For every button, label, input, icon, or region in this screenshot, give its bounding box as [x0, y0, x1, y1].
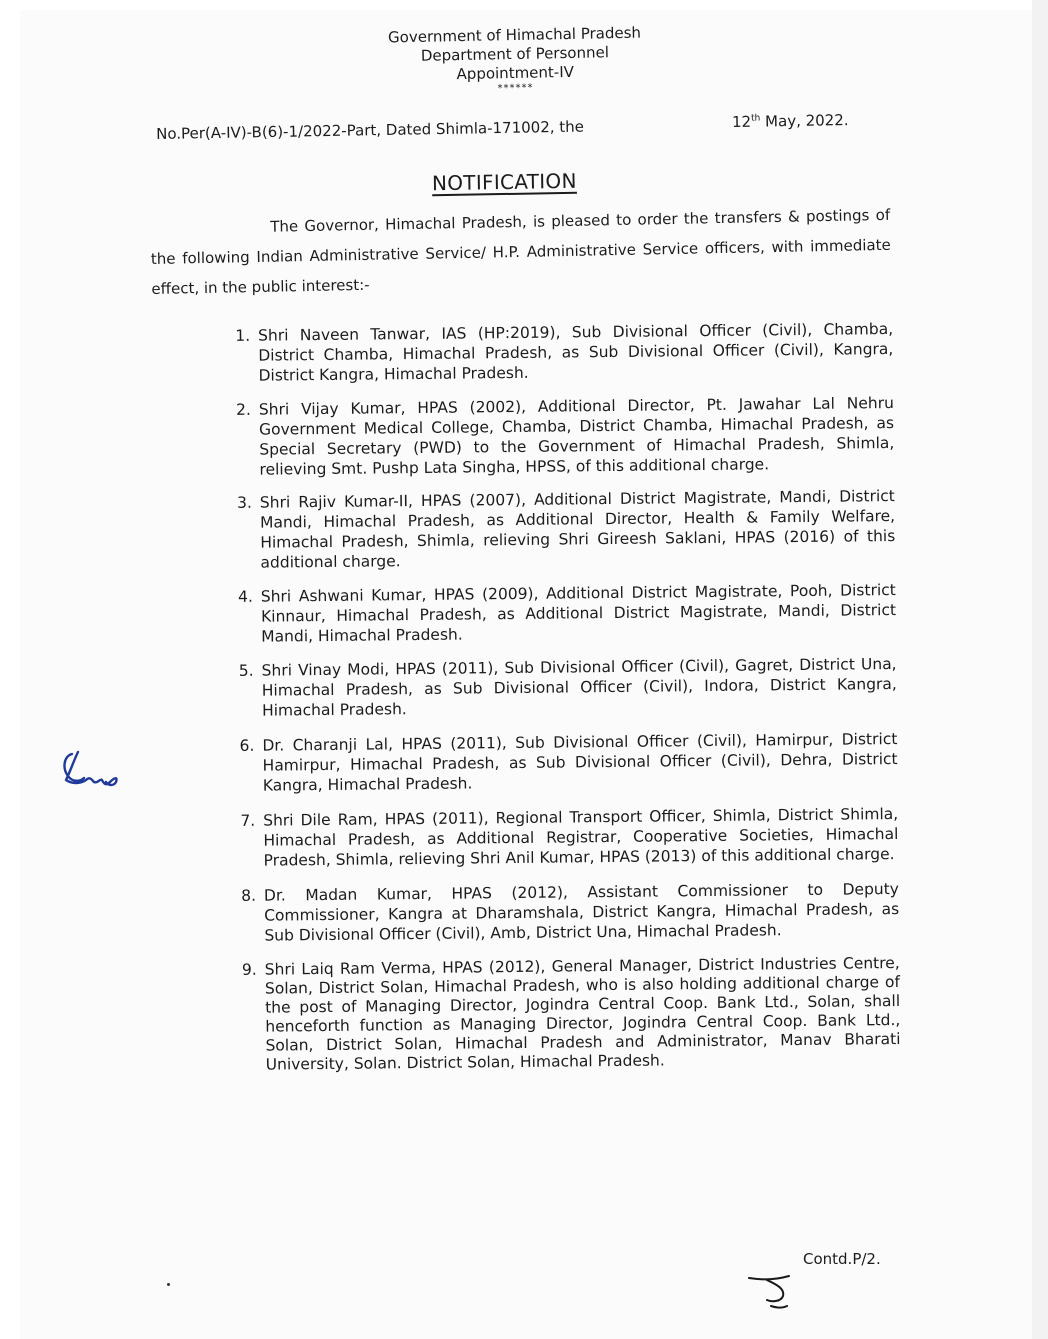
letterhead	[359, 23, 670, 97]
notification-date: 12th May, 2022.	[731, 110, 849, 132]
transfer-list	[228, 319, 901, 1075]
list-item: 2. Shri Vijay Kumar, HPAS (2002), Additional Director, Pt. Jawahar Lal Nehru Government Medical College, Chamba, District Chamba, Himachal Pradesh, as Special Secretary (PWD) to the Government of Himachal Pradesh, Shimla, relieving Smt. Pushp Lata Singha, HPSS, of this additional charge.	[235, 394, 895, 479]
continued-note: Contd.P/2.	[803, 1250, 881, 1268]
section-line: Appointment-IV	[456, 62, 575, 84]
list-item: 5. Shri Vinay Modi, HPAS (2011), Sub Divisional Officer (Civil), Gagret, District Una, Himachal Pradesh, as Sub Divisional Officer (Civil), Indora, District Kangra, Himachal Pradesh.	[238, 655, 897, 720]
signature-mark	[58, 746, 122, 798]
initials-mark	[745, 1270, 805, 1316]
list-item: 3. Shri Rajiv Kumar-II, HPAS (2007), Additional District Magistrate, Mandi, District Mandi, Himachal Pradesh, as Additional Director, Health & Family Welfare, Himachal Pradesh, Shimla, relieving Shri Gireesh Saklani, HPAS (2016) of this additional charge.	[236, 487, 896, 572]
list-item: 9. Shri Laiq Ram Verma, HPAS (2012), General Manager, District Industries Centre, Solan, District Solan, Himachal Pradesh, who is also holding additional charge of the post of Managing Director, Jogindra Central Coop. Bank Ltd., Solan, shall henceforth function as Managing Director, Jogindra Central Coop. Bank Ltd., Solan, District Solan, Himachal Pradesh and Administrator, Manav Bharati University, Solan. District Solan, Himachal Pradesh.	[241, 954, 901, 1074]
list-item: 1. Shri Naveen Tanwar, IAS (HP:2019), Sub Divisional Officer (Civil), Chamba, District Chamba, Himachal Pradesh, as Sub Divisional Officer (Civil), Kangra, District Kangra, Himachal Pradesh.	[235, 320, 894, 385]
reference-number: No.Per(A-IV)-B(6)-1/2022-Part, Dated Shimla-171002, the	[156, 117, 585, 143]
list-item: 6. Dr. Charanji Lal, HPAS (2011), Sub Divisional Officer (Civil), Hamirpur, District Hamirpur, Himachal Pradesh, as Sub Divisional Officer (Civil), Dehra, District Kangra, Himachal Pradesh.	[239, 730, 898, 795]
department-line: Department of Personnel	[420, 43, 610, 65]
stray-mark	[167, 1283, 170, 1286]
government-line: Government of Himachal Pradesh	[387, 23, 642, 47]
list-item: 4. Shri Ashwani Kumar, HPAS (2009), Additional District Magistrate, Pooh, District Kinnaur, Himachal Pradesh, as Additional District Magistrate, Mandi, District Mandi, Himachal Pradesh.	[237, 581, 897, 646]
list-item: 7. Shri Dile Ram, HPAS (2011), Regional Transport Officer, Shimla, District Shimla, Himachal Pradesh, as Additional Registrar, Cooperative Societies, Himachal Pradesh, Shimla, relieving Shri Anil Kumar, HPAS (2013) of this additional charge.	[240, 805, 899, 870]
page-edge	[1032, 0, 1048, 1339]
page-title: NOTIFICATION	[431, 168, 577, 196]
intro-paragraph: The Governor, Himachal Pradesh, is pleased to order the transfers & postings of the following Indian Administrative Service/ H.P. Administrative Service officers, with immediate effect, in the public interest:-	[150, 205, 891, 298]
separator-stars: ******	[497, 82, 534, 95]
list-item: 8. Dr. Madan Kumar, HPAS (2012), Assistant Commissioner to Deputy Commissioner, Kangra at Dharamshala, District Kangra, Himachal Pradesh, as Sub Divisional Officer (Civil), Amb, District Una, Himachal Pradesh.	[241, 880, 900, 945]
